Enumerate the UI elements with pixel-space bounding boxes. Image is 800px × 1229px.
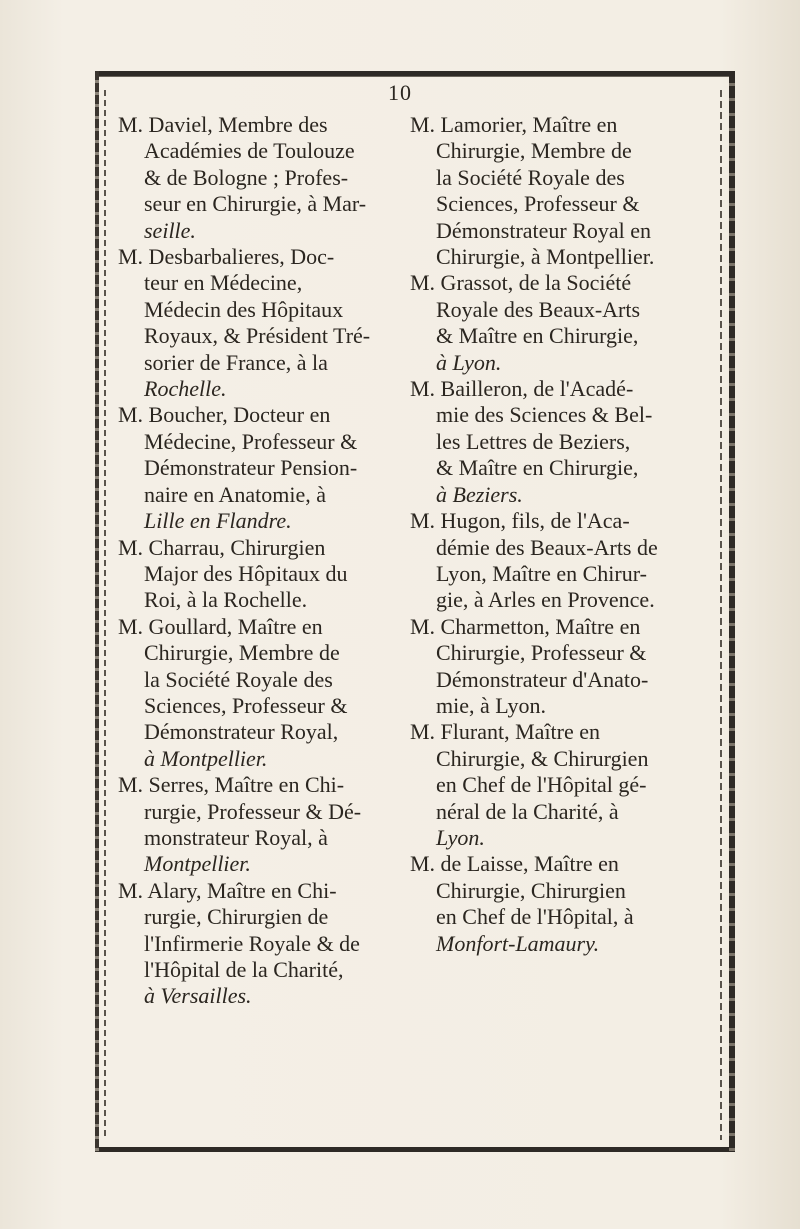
frame-right-inner-border [720,90,722,1140]
page-number: 10 [388,80,412,105]
entry-line: M. Bailleron, de l'Acadé- [410,376,634,402]
entry-line: Chirurgie, Membre de [144,640,340,666]
entry-line: mie, à Lyon. [436,692,546,718]
list-entry [410,376,710,508]
list-entry [410,719,710,851]
entry-line: & de Bologne ; Profes- [144,164,349,190]
entry-line: monstrateur Royal, à [144,824,328,850]
right-column [410,112,710,957]
entry-line: Chirurgie, Professeur & [436,640,647,666]
list-entry [118,535,418,614]
entry-line: gie, à Arles en Provence. [436,587,655,613]
entry-line: Médecine, Professeur & [144,428,358,454]
entry-line: sorier de France, à la [144,349,328,375]
entry-line: M. Flurant, Maître en [410,719,601,745]
entry-line: M. Hugon, fils, de l'Aca- [410,508,630,534]
entry-line: & Maître en Chirurgie, [436,455,639,481]
entry-line: Major des Hôpitaux du [144,560,348,586]
entry-line: M. Grassot, de la Société [410,270,632,296]
entry-line: M. Desbarbalieres, Doc- [118,244,335,270]
frame-left-inner-border [104,90,106,1140]
entry-line: Sciences, Professeur & [436,191,640,217]
entry-line: Lille en Flandre. [144,508,292,534]
list-entry [118,772,418,878]
entry-line: Montpellier. [144,851,251,877]
entry-line: M. Charmetton, Maître en [410,613,641,639]
frame-top-rule [95,71,735,77]
list-entry [118,402,418,534]
entry-line: Chirurgie, & Chirurgien [436,745,649,771]
frame-right-border [729,71,735,1152]
entry-line: néral de la Charité, à [436,798,619,824]
entry-line: à Montpellier. [144,745,268,771]
list-entry [410,851,710,957]
entry-line: Chirurgie, à Montpellier. [436,244,655,270]
list-entry [410,270,710,376]
entry-line: seur en Chirurgie, à Mar- [144,191,367,217]
entry-line: à Beziers. [436,481,523,507]
entry-line: en Chef de l'Hôpital, à [436,904,634,930]
entry-line: Démonstrateur Pension- [144,455,358,481]
entry-line: M. de Laisse, Maître en [410,851,619,877]
list-entry [118,244,418,402]
entry-line: & Maître en Chirurgie, [436,323,639,349]
frame-left-border [95,71,99,1152]
entry-line: M. Alary, Maître en Chi- [118,877,337,903]
entry-line: M. Boucher, Docteur en [118,402,331,428]
entry-line: la Société Royale des [144,666,333,692]
list-entry [410,508,710,614]
entry-line: rurgie, Professeur & Dé- [144,798,362,824]
frame-bottom-rule [95,1147,735,1152]
entry-line: Démonstrateur Royal en [436,217,652,243]
entry-line: Lyon. [436,824,485,850]
entry-line: mie des Sciences & Bel- [436,402,653,428]
entry-line: Académies de Toulouze [144,138,355,164]
entry-line: en Chef de l'Hôpital gé- [436,772,647,798]
entry-line: Chirurgie, Chirurgien [436,877,626,903]
entry-line: Chirurgie, Membre de [436,138,632,164]
entry-line: à Versailles. [144,983,252,1009]
entry-line: M. Serres, Maître en Chi- [118,772,345,798]
entry-line: la Société Royale des [436,164,625,190]
list-entry [118,614,418,772]
entry-line: Démonstrateur d'Anato- [436,666,649,692]
list-entry [410,112,710,270]
entry-line: M. Lamorier, Maître en [410,112,618,137]
entry-line: Monfort-Lamaury. [436,930,600,956]
list-entry [410,614,710,720]
entry-line: M. Charrau, Chirurgien [118,534,326,560]
left-column [118,112,418,1010]
entry-line: naire en Anatomie, à [144,481,327,507]
entry-line: démie des Beaux-Arts de [436,534,658,560]
entry-line: seille. [144,217,196,243]
entry-line: l'Hôpital de la Charité, [144,957,344,982]
entry-line: Royaux, & Président Tré- [144,323,371,349]
entry-line: à Lyon. [436,349,502,375]
list-entry [118,878,418,1010]
entry-line: les Lettres de Beziers, [436,428,631,454]
entry-line: teur en Médecine, [144,270,303,296]
entry-line: Royale des Beaux-Arts [436,296,641,322]
entry-line: M. Goullard, Maître en [118,613,323,639]
entry-line: Rochelle. [144,376,227,402]
entry-line: l'Infirmerie Royale & de [144,930,360,956]
entry-line: Démonstrateur Royal, [144,719,339,745]
entry-line: Sciences, Professeur & [144,692,348,718]
entry-line: Médecin des Hôpitaux [144,296,344,322]
entry-line: M. Daviel, Membre des [118,112,328,137]
entry-line: rurgie, Chirurgien de [144,904,329,930]
entry-line: Roi, à la Rochelle. [144,587,308,613]
list-entry [118,112,418,244]
entry-line: Lyon, Maître en Chirur- [436,560,647,586]
